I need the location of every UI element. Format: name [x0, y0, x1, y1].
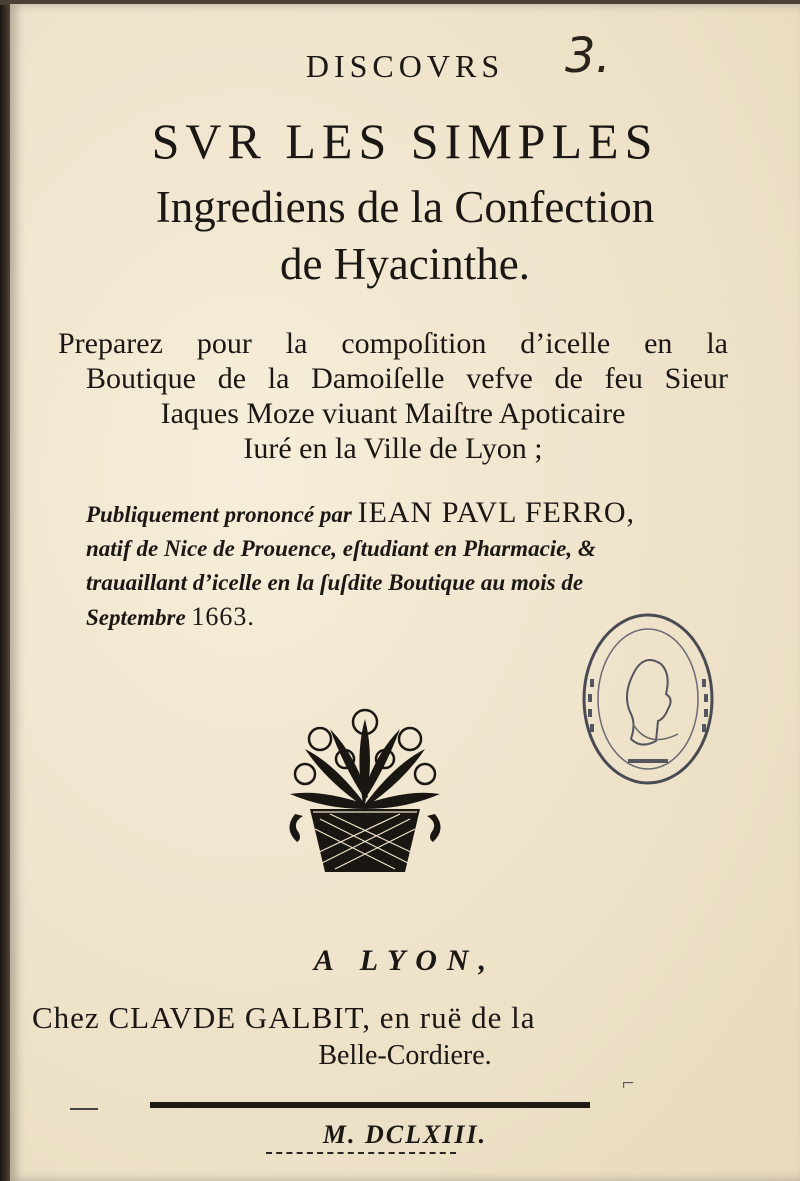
pronounced-line: trauaillant d’icelle en la ſuſdite Boutique au mois de: [86, 570, 584, 595]
title-line-ingrediens: Ingrediens de la Confection: [155, 182, 655, 232]
description-line: Preparez pour la compoſition d’icelle en la: [58, 327, 728, 360]
library-stamp: [578, 609, 718, 789]
imprint-publisher: Chez CLAVDE GALBIT, en ruë de la: [32, 1000, 536, 1035]
pronounced-line: [86, 496, 716, 532]
description-line: Iuré en la Ville de Lyon ;: [243, 432, 543, 465]
description-line: Iaques Moze viuant Maiſtre Apoticaire: [160, 397, 626, 430]
flower-basket-ornament: [275, 704, 455, 889]
imprint-date: M. DCLXIII.: [322, 1120, 488, 1149]
imprint-place: A LYON,: [313, 944, 497, 977]
description-line: Boutique de la Damoiſelle vefve de feu Sieur: [86, 362, 728, 395]
small-rule: [70, 1108, 98, 1110]
author-name: IEAN PAVL FERRO,: [357, 496, 636, 529]
month-text: Septembre: [86, 605, 186, 630]
pronounced-italic: Publiquement prononcé par: [86, 502, 352, 527]
ink-mark: ⌐: [622, 1070, 635, 1095]
imprint-publisher-address: Belle-Cordiere.: [318, 1040, 492, 1071]
pronounced-line: natif de Nice de Prouence, eſtudiant en Pharmacie, &: [86, 536, 596, 561]
title-line-hyacinthe: de Hyacinthe.: [280, 239, 530, 289]
horizontal-rule: [150, 1102, 590, 1108]
date-underline: [266, 1152, 456, 1154]
title-line-simples: SVR LES SIMPLES: [151, 113, 659, 169]
title-line-discours: DISCOVRS: [305, 48, 505, 84]
year-text: 1663.: [191, 602, 255, 631]
handwritten-number: 3.: [565, 28, 611, 84]
description-paragraph: [58, 326, 728, 466]
title-page: [10, 4, 800, 1181]
